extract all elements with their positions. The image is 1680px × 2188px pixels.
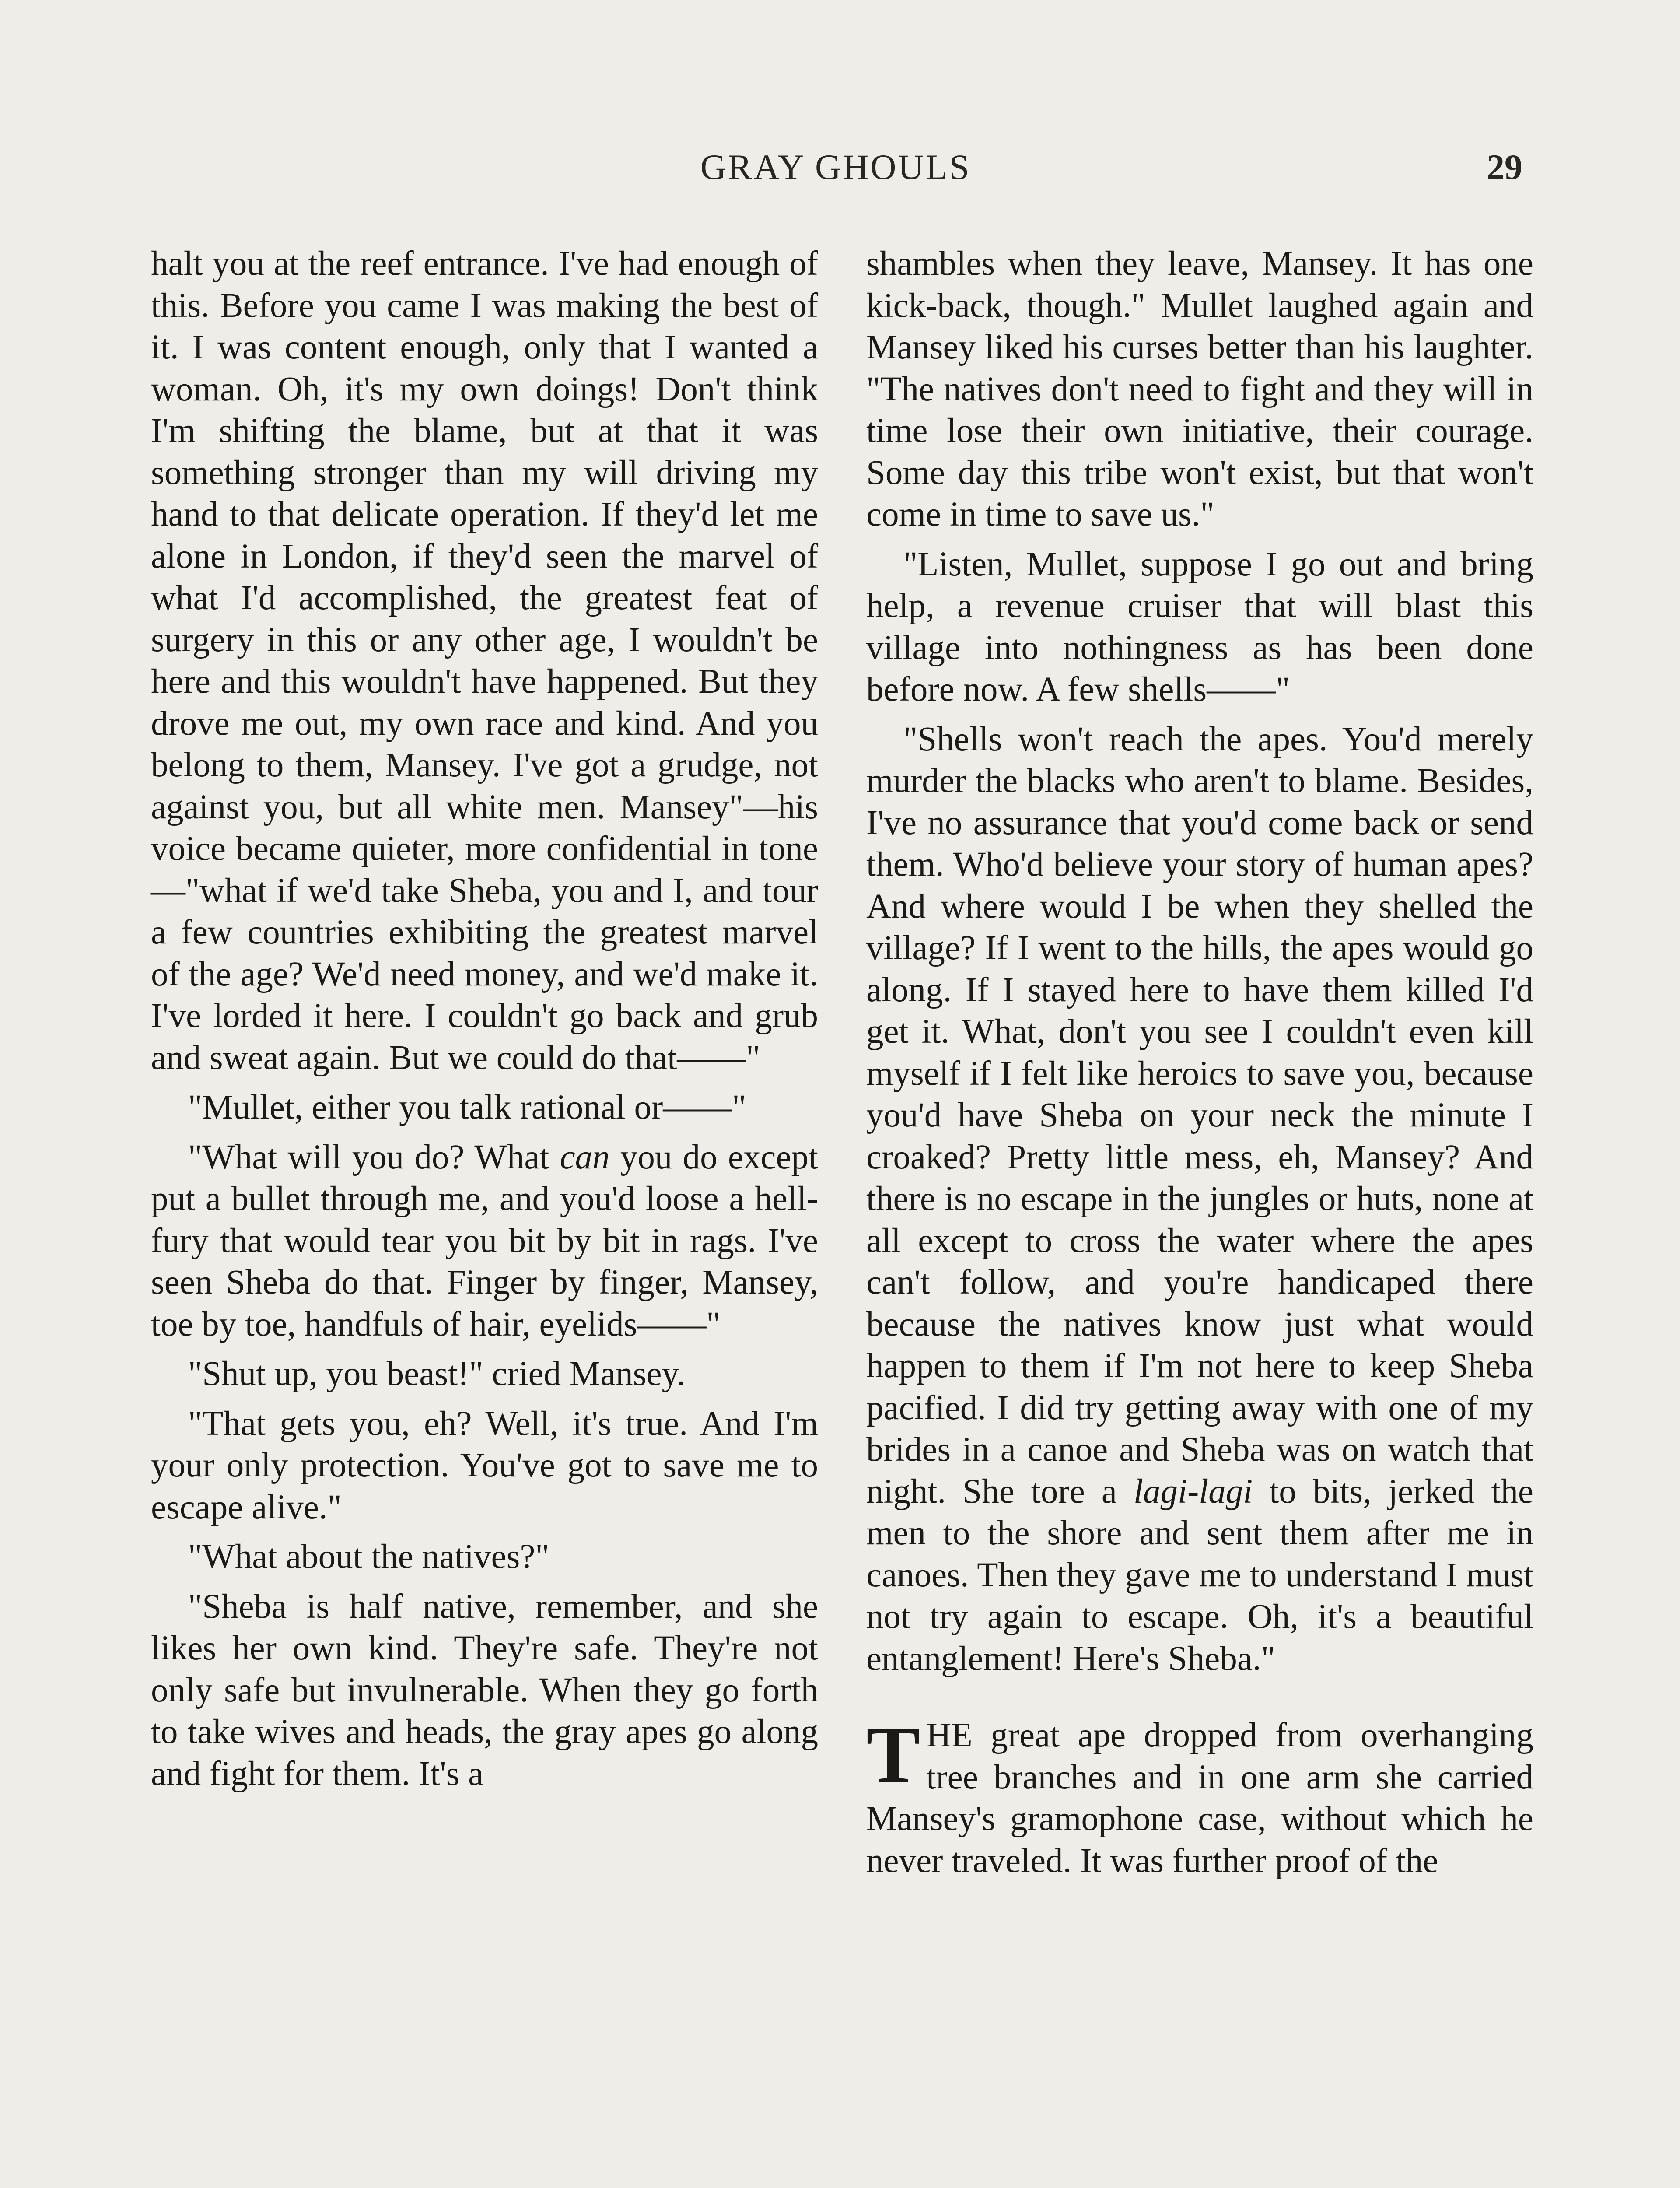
paragraph: "Sheba is half native, remember, and she likes her own kind. They're safe. They're not only safe but invulnerable. When they go forth to take wives and heads, the gray apes go along and fight for them. It's a (151, 1587, 818, 1793)
drop-cap: T (866, 1710, 920, 1800)
paragraph-text: "Shells won't reach the apes. You'd merely murder the blacks who aren't to blame. Besides, I've no assurance that you'd come back or send them. Who'd believe your story of human apes? And where would I be when they shelled the village? If I went to the hills, the apes would go along. If I stayed here to have them killed I'd get it. What, don't you see I couldn't even kill myself if I felt like heroics to save you, because you'd have Sheba on your neck the minute I croaked? Pretty little mess, eh, Mansey? And there is no escape in the jungles or huts, none at all except to cross the water where the apes can't follow, and you're handicaped there because the natives know just what would happen to them if I'm not here to keep Sheba pacified. I did try getting away with one of my brides in a canoe and Sheba was on watch that night. She tore a (866, 720, 1533, 1511)
paragraph: "What about the natives?" (188, 1538, 550, 1576)
paragraph-text: to bits, jerked the men to the shore and sent them after me in canoes. Then they gave me to understand I must not try again to escape. Oh, it's a beautiful entanglement! Here's Sheba." (866, 1472, 1533, 1678)
right-text-column (866, 243, 1533, 1882)
section-opening-paragraph (866, 1710, 1533, 1882)
paragraph: "Shut up, you beast!" cried Mansey. (188, 1355, 686, 1393)
paragraph: "That gets you, eh? Well, it's true. And I'm your only protection. You've got to save me to escape alive." (151, 1404, 818, 1526)
running-head (149, 147, 1522, 195)
paragraph: "Mullet, either you talk rational or——" (188, 1088, 746, 1126)
paragraph-text: great ape dropped from overhanging tree branches and in one arm she carried Mansey's gramophone case, without which he never traveled. It was further proof of the (866, 1716, 1533, 1880)
paragraph (151, 1136, 818, 1346)
small-caps-text: HE (926, 1716, 973, 1754)
paragraph: halt you at the reef entrance. I've had enough of this. Before you came I was making the best of it. I was content enough, only that I wanted a woman. Oh, it's my own doings! Don't think I'm shifting the blame, but at that it was something stronger than my will driving my hand to that delicate operation. If they'd let me alone in London, if they'd seen the marvel of what I'd accomplished, the greatest feat of surgery in this or any other age, I wouldn't be here and this wouldn't have happened. But they drove me out, my own race and kind. And you belong to them, Mansey. I've got a grudge, not against you, but all white men. Mansey"—his voice became quieter, more confidential in tone—"what if we'd take Sheba, you and I, and tour a few countries exhibiting the greatest marvel of the age? We'd need money, and we'd make it. I've lorded it here. I couldn't go back and grub and sweat again. But we could do that——" (151, 245, 818, 1077)
paragraph-text: "What will you do? What (188, 1138, 560, 1176)
emphasized-word: can (560, 1138, 610, 1176)
paragraph: "Listen, Mullet, suppose I go out and bring help, a revenue cruiser that will blast this village into nothingness as has been done before now. A few shells——" (866, 545, 1533, 708)
paragraph-text: you do except put a bullet through me, and you'd loose a hell-fury that would tear you bit by bit in rags. I've seen Sheba do that. Finger by finger, Mansey, toe by toe, handfuls of hair, eyelids——" (151, 1138, 819, 1343)
page-number: 29 (1487, 147, 1522, 187)
paragraph (866, 719, 1533, 1680)
emphasized-word: lagi-lagi (1134, 1472, 1253, 1511)
page-title: GRAY GHOULS (700, 147, 971, 187)
left-text-column (151, 243, 818, 1795)
paragraph: shambles when they leave, Mansey. It has one kick-back, though." Mullet laughed again and Mansey liked his curses better than his laughter. "The natives don't need to fight and they will in time lose their own initiative, their courage. Some day this tribe won't exist, but that won't come in time to save us." (866, 245, 1533, 533)
